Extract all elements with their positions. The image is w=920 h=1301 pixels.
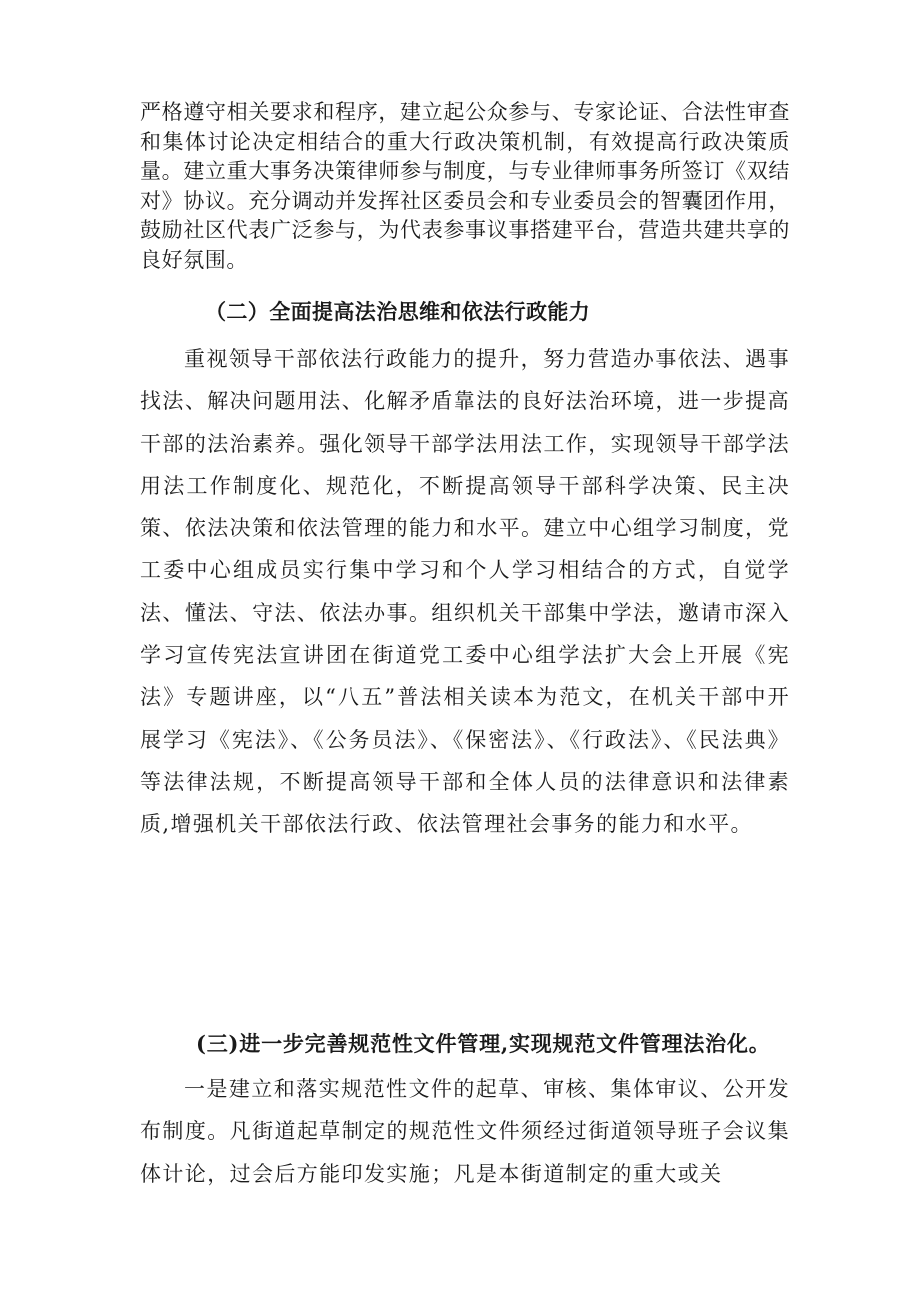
section-heading-2: （二）全面提高法治思维和依法行政能力: [205, 299, 591, 324]
paragraph-legal-thinking: 重视领导干部依法行政能力的提升，努力营造办事依法、遇事找法、解决问题用法、化解矛盾靠法的良好法治环境，进一步提高干部的法治素养。强化领导干部学法用法工作，实现领导干部学法用法工作制度化、规范化，不断提高领导干部科学决策、民主决策、依法决策和依法管理的能力和水平。建立中心组学习制度，党工委中心组成员实行集中学习和个人学习相结合的方式，自觉学法、懂法、守法、依法办事。组织机关干部集中学法，邀请市深入学习宣传宪法宣讲团在街道党工委中心组学法扩大会上开展《宪法》专题讲座，以“八五”普法相关读本为范文，在机关干部中开展学习《宪法》、《公务员法》、《保密法》、《行政法》、《民法典》等法律法规，不断提高领导干部和全体人员的法律意识和法律素质,增强机关干部依法行政、依法管理社会事务的能力和水平。: [140, 347, 790, 837]
section-heading-3: (三)进一步完善规范性文件管理,实现规范文件管理法治化。: [196, 1031, 771, 1056]
paragraph-normative-documents: 一是建立和落实规范性文件的起草、审核、集体审议、公开发布制度。凡街道起草制定的规范性文件须经过街道领导班子会议集体计论，过会后方能印发实施；凡是本街道制定的重大或关: [140, 1077, 790, 1186]
paragraph-decision-mechanism: 严格遵守相关要求和程序，建立起公众参与、专家论证、合法性审查和集体讨论决定相结合的重大行政决策机制，有效提高行政决策质量。建立重大事务决策律师参与制度，与专业律师事务所签订《双结对》协议。充分调动并发挥社区委员会和专业委员会的智囊团作用，鼓励社区代表广泛参与，为代表参事议事搭建平台，营造共建共享的良好氛围。: [140, 100, 790, 272]
